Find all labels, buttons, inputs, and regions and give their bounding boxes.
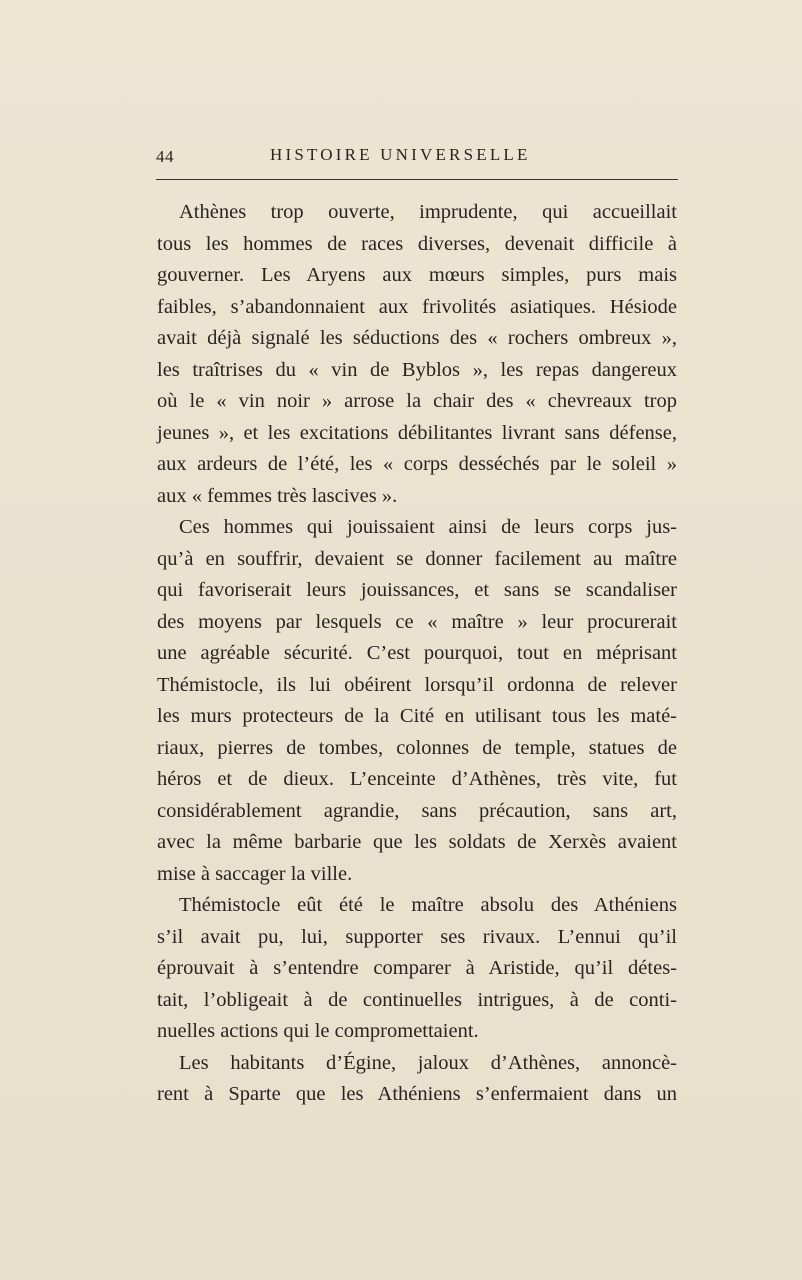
text-line: qu’à en souffrir, devaient se donner facilement au maître xyxy=(157,547,677,570)
text-line: avait déjà signalé les séductions des « rochers ombreux », xyxy=(157,327,677,349)
text-line: qui favoriserait leurs jouissances, et sans se scandaliser xyxy=(157,579,677,601)
text-line: des moyens par lesquels ce « maître » leur procurerait xyxy=(157,610,677,633)
text-line: héros et de dieux. L’enceinte d’Athènes, très vite, fut xyxy=(157,768,677,790)
running-title: HISTOIRE UNIVERSELLE xyxy=(270,145,531,164)
text-line: Thémistocle, ils lui obéirent lorsqu’il ordonna de relever xyxy=(157,673,677,696)
text-line: aux ardeurs de l’été, les « corps desséchés par le soleil » xyxy=(157,453,677,475)
paragraph xyxy=(157,197,677,512)
text-line: éprouvait à s’entendre comparer à Aristide, qu’il détes- xyxy=(157,957,677,979)
text-line: tous les hommes de races diverses, devenait difficile à xyxy=(157,232,677,255)
paragraph xyxy=(157,512,677,890)
text-line: Ces hommes qui jouissaient ainsi de leurs corps jus- xyxy=(179,516,677,538)
text-line: rent à Sparte que les Athéniens s’enfermaient dans un xyxy=(157,1083,677,1105)
text-line: Thémistocle eût été le maître absolu des Athéniens xyxy=(179,894,677,916)
text-line: avec la même barbarie que les soldats de Xerxès avaient xyxy=(157,831,677,853)
text-line: où le « vin noir » arrose la chair des « chevreaux trop xyxy=(157,390,677,412)
header-rule xyxy=(156,179,678,180)
paragraph xyxy=(157,890,677,1048)
text-line: faibles, s’abandonnaient aux frivolités asiatiques. Hésiode xyxy=(157,295,677,318)
text-line: une agréable sécurité. C’est pourquoi, tout en méprisant xyxy=(157,642,677,664)
text-line: Athènes trop ouverte, imprudente, qui accueillait xyxy=(179,201,677,223)
text-line: Les habitants d’Égine, jaloux d’Athènes, annoncè- xyxy=(179,1051,677,1074)
text-line: s’il avait pu, lui, supporter ses rivaux. L’ennui qu’il xyxy=(157,925,677,948)
text-line: les traîtrises du « vin de Byblos », les repas dangereux xyxy=(157,358,677,381)
text-line: jeunes », et les excitations débilitantes livrant sans défense, xyxy=(157,421,677,444)
paragraph xyxy=(157,1048,677,1111)
text-line: riaux, pierres de tombes, colonnes de temple, statues de xyxy=(157,736,677,759)
text-line: tait, l’obligeait à de continuelles intrigues, à de conti- xyxy=(157,988,677,1011)
text-line: gouverner. Les Aryens aux mœurs simples, purs mais xyxy=(157,264,677,286)
text-line: considérablement agrandie, sans précaution, sans art, xyxy=(157,799,677,822)
text-line: aux « femmes très lascives ». xyxy=(157,484,398,507)
body-text xyxy=(157,197,677,1111)
page-header xyxy=(156,145,678,175)
text-line: les murs protecteurs de la Cité en utilisant tous les maté- xyxy=(157,705,677,727)
text-line: nuelles actions qui le compromettaient. xyxy=(157,1020,479,1042)
page-number: 44 xyxy=(156,147,174,166)
text-line: mise à saccager la ville. xyxy=(157,862,353,885)
